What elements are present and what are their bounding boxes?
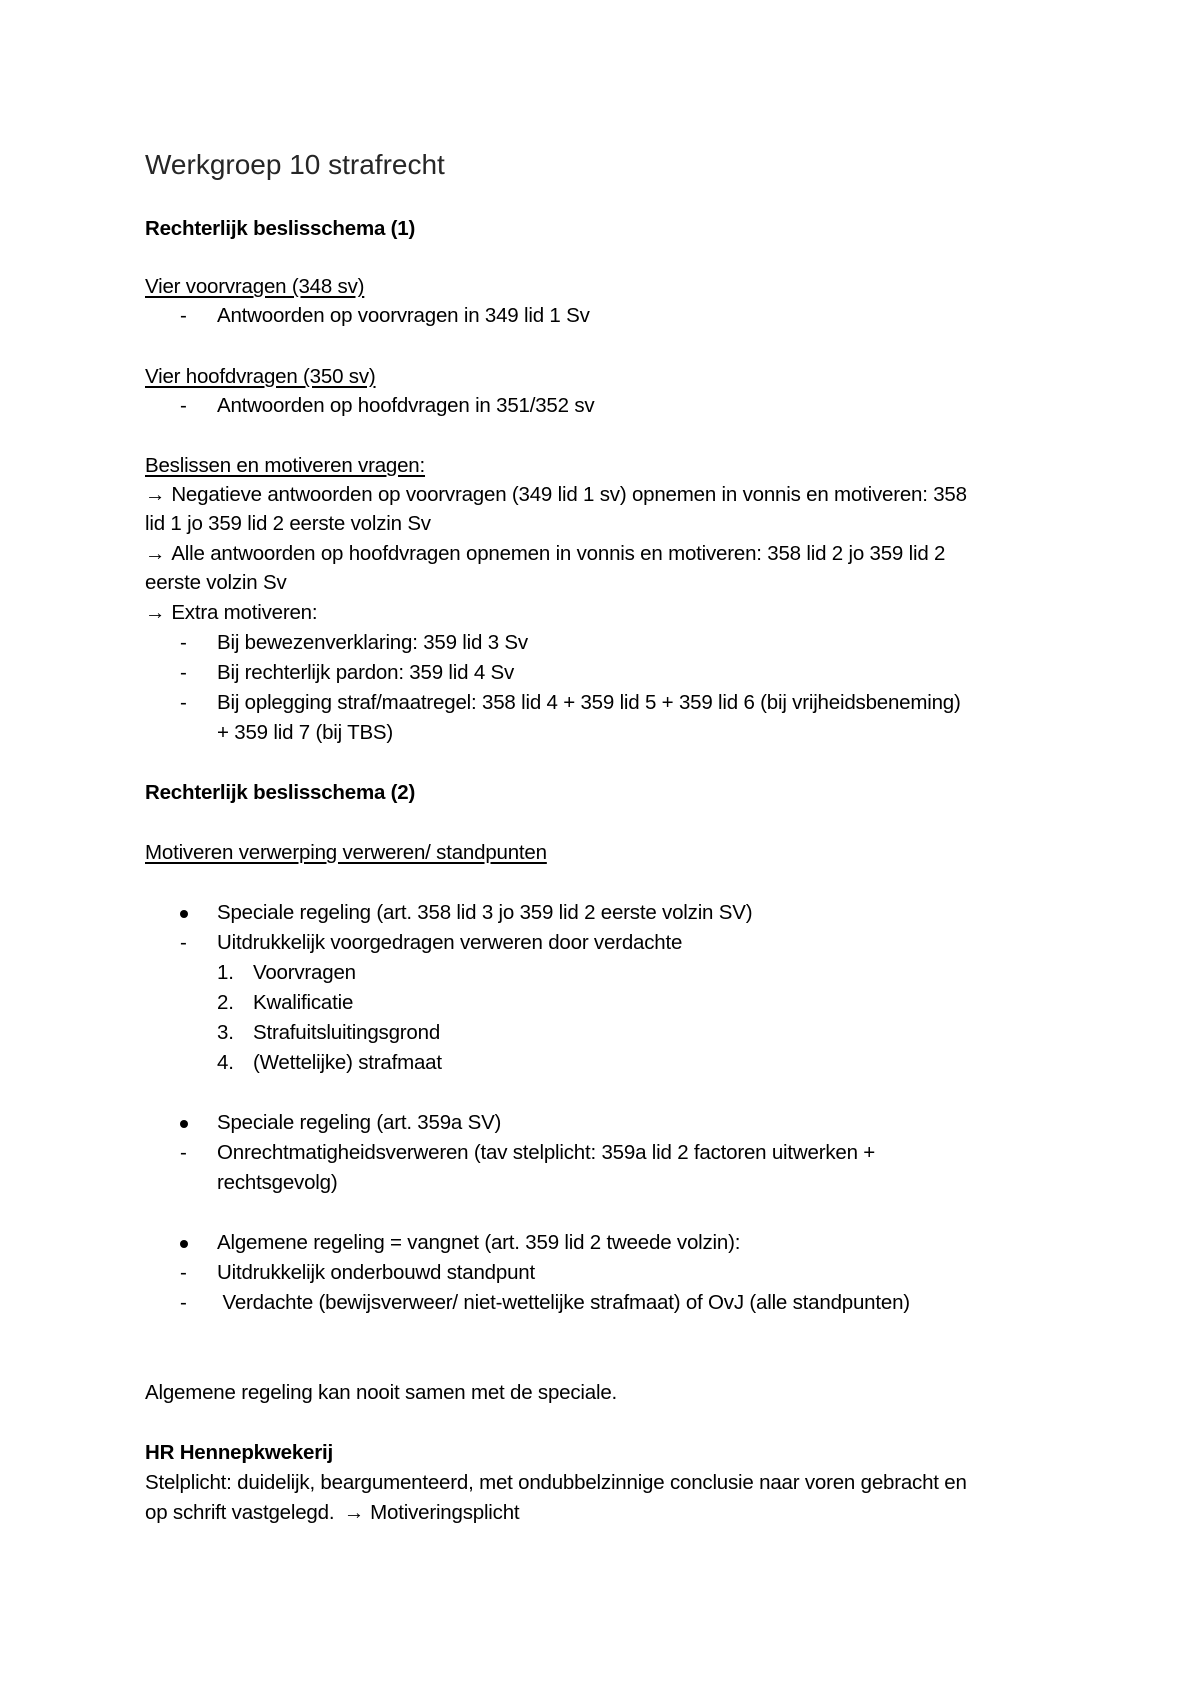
- arrow1-continuation: lid 1 jo 359 lid 2 eerste volzin Sv: [145, 512, 431, 535]
- item-text: Voorvragen: [253, 961, 356, 984]
- voorvragen-item: Antwoorden op voorvragen in 349 lid 1 Sv: [217, 304, 590, 327]
- dash-marker: -: [180, 1141, 187, 1164]
- list-item: [180, 1139, 875, 1167]
- list-item: [180, 659, 514, 687]
- dash1-text: Uitdrukkelijk voorgedragen verweren door verdachte: [217, 931, 683, 954]
- bullet3-text: Algemene regeling = vangnet (art. 359 lid 2 tweede volzin):: [217, 1231, 741, 1254]
- dash-marker: -: [180, 1261, 187, 1284]
- dash-marker: -: [180, 661, 187, 684]
- list-item: [180, 392, 594, 420]
- item-text: Strafuitsluitingsgrond: [253, 1021, 441, 1044]
- numbered-item: [217, 1019, 440, 1047]
- extra-item-continuation: + 359 lid 7 (bij TBS): [217, 721, 394, 744]
- voorvragen-heading: Vier voorvragen (348 sv): [145, 275, 365, 298]
- list-item: [180, 302, 590, 330]
- dash-marker: -: [180, 631, 187, 654]
- arrow-line: [145, 540, 945, 568]
- arrow-icon: →: [145, 483, 166, 506]
- item-text: (Wettelijke) strafmaat: [253, 1051, 442, 1074]
- section3-line2-after: Motiveringsplicht: [370, 1501, 520, 1524]
- hoofdvragen-item: Antwoorden op hoofdvragen in 351/352 sv: [217, 394, 595, 417]
- arrow3-text: Extra motiveren:: [171, 601, 318, 624]
- extra-item: Bij bewezenverklaring: 359 lid 3 Sv: [217, 631, 528, 654]
- dash2-text: Onrechtmatigheidsverweren (tav stelplicht: 359a lid 2 factoren uitwerken +: [217, 1141, 876, 1164]
- dash-marker: -: [180, 1291, 187, 1314]
- arrow-icon: →: [145, 542, 166, 565]
- bullet2-text: Speciale regeling (art. 359a SV): [217, 1111, 502, 1134]
- document-title: Werkgroep 10 strafrecht: [145, 149, 445, 180]
- extra-item: Bij oplegging straf/maatregel: 358 lid 4 + 359 lid 5 + 359 lid 6 (bij vrijheidsbeneming): [217, 691, 961, 714]
- list-item: [180, 1229, 740, 1257]
- list-item: [180, 929, 682, 957]
- arrow2-text: Alle antwoorden op hoofdvragen opnemen in vonnis en motiveren: 358 lid 2 jo 359 lid 2: [171, 542, 946, 565]
- numbered-item: [217, 1049, 442, 1077]
- dash-marker: -: [180, 691, 187, 714]
- bullet-icon: [180, 910, 188, 918]
- numbered-item: [217, 989, 353, 1017]
- arrow-icon: →: [145, 601, 166, 624]
- list-item: [180, 899, 752, 927]
- list-item: [180, 629, 528, 657]
- item-number: 3.: [217, 1021, 234, 1044]
- list-item: [180, 1259, 535, 1287]
- beslissen-heading: Beslissen en motiveren vragen:: [145, 454, 426, 477]
- dash-marker: -: [180, 394, 187, 417]
- item-number: 2.: [217, 991, 234, 1014]
- list-item: [180, 1109, 501, 1137]
- arrow-line: [145, 599, 317, 627]
- motiveren-heading: Motiveren verwerping verweren/ standpunten: [145, 841, 547, 864]
- arrow2-continuation: eerste volzin Sv: [145, 571, 287, 594]
- dash4-text: Verdachte (bewijsverweer/ niet-wettelijke strafmaat) of OvJ (alle standpunten): [217, 1291, 910, 1314]
- extra-item: Bij rechterlijk pardon: 359 lid 4 Sv: [217, 661, 515, 684]
- list-item: [180, 1289, 910, 1317]
- section1-heading: Rechterlijk beslisschema (1): [145, 217, 416, 240]
- section2-heading: Rechterlijk beslisschema (2): [145, 781, 416, 804]
- dash2-continuation: rechtsgevolg): [217, 1171, 338, 1194]
- arrow-line: [145, 481, 967, 509]
- section3-line2-text: op schrift vastgelegd.: [145, 1501, 335, 1524]
- numbered-item: [217, 959, 356, 987]
- bullet-icon: [180, 1240, 188, 1248]
- item-number: 1.: [217, 961, 234, 984]
- arrow-icon: →: [343, 1501, 365, 1524]
- item-number: 4.: [217, 1051, 234, 1074]
- section3-line2: [145, 1499, 519, 1527]
- bullet1-text: Speciale regeling (art. 358 lid 3 jo 359 lid 2 eerste volzin SV): [217, 901, 753, 924]
- section3-heading: HR Hennepkwekerij: [145, 1441, 333, 1464]
- bullet-icon: [180, 1120, 188, 1128]
- dash-marker: -: [180, 304, 187, 327]
- dash-marker: -: [180, 931, 187, 954]
- arrow1-text: Negatieve antwoorden op voorvragen (349 lid 1 sv) opnemen in vonnis en motiveren: 358: [171, 483, 967, 506]
- section3-line1: Stelplicht: duidelijk, beargumenteerd, met ondubbelzinnige conclusie naar voren gebracht en: [145, 1471, 967, 1494]
- list-item: [180, 689, 961, 717]
- hoofdvragen-heading: Vier hoofdvragen (350 sv): [145, 365, 376, 388]
- note-text: Algemene regeling kan nooit samen met de speciale.: [145, 1381, 618, 1404]
- dash3-text: Uitdrukkelijk onderbouwd standpunt: [217, 1261, 535, 1284]
- item-text: Kwalificatie: [253, 991, 354, 1014]
